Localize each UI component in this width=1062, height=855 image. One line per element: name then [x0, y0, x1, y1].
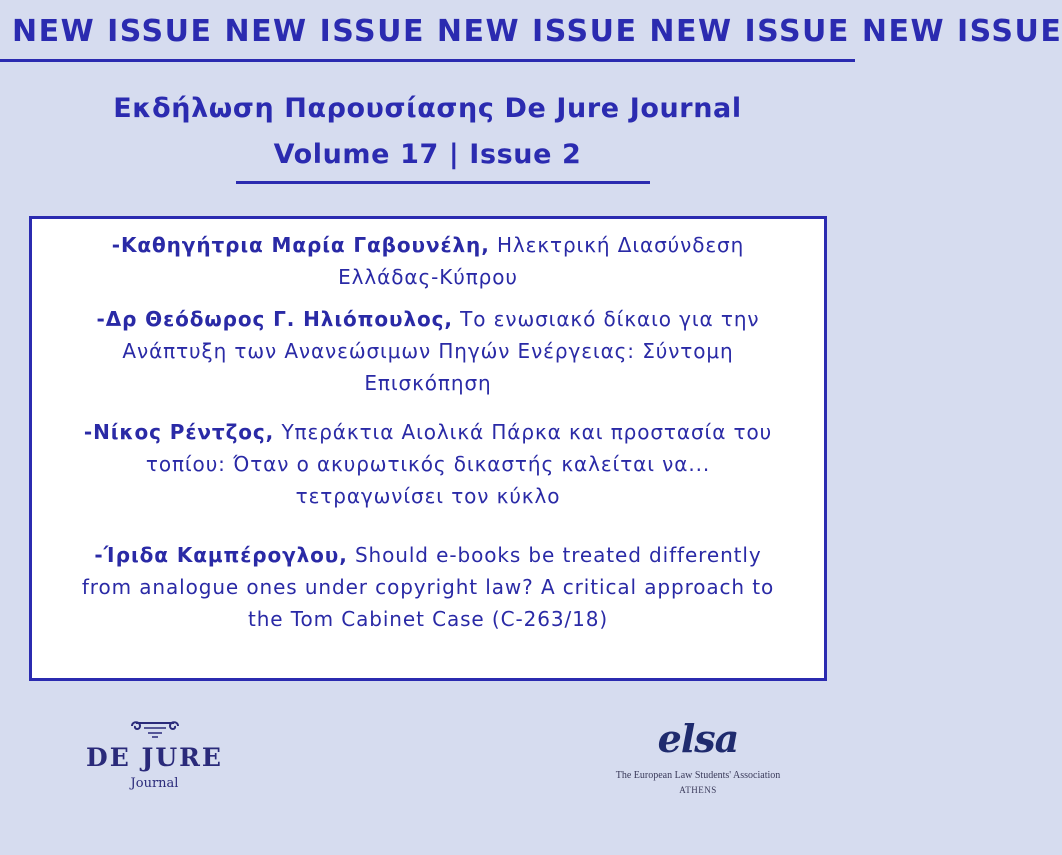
elsa-athens-logo: [598, 716, 798, 816]
talk-title-part: from analogue ones under copyright law? A critical approach to: [81, 575, 775, 599]
elsa-full-name: The European Law Students' Association: [615, 770, 781, 781]
talk-title-part: Υπεράκτια Αιολικά Πάρκα και προστασία του: [274, 420, 773, 444]
speaker-name: -Ίριδα Καμπέρογλου,: [94, 543, 348, 567]
talk-title-part: Should e-books be treated differently: [347, 543, 762, 567]
new-issue-banner: [0, 0, 1062, 62]
talk-title-part: the Tom Cabinet Case (C-263/18): [247, 607, 609, 631]
presentation-item: [32, 539, 824, 635]
talk-title-part: Ελλάδας-Κύπρου: [338, 265, 518, 289]
speaker-name: -Νίκος Ρέντζος,: [83, 420, 275, 444]
speaker-name: -Καθηγήτρια Μαρία Γαβουνέλη,: [111, 233, 490, 257]
heading-divider: [236, 181, 650, 184]
event-title: Εκδήλωση Παρουσίασης De Jure Journal: [113, 93, 742, 124]
talk-title-part: Ηλεκτρική Διασύνδεση: [489, 233, 745, 257]
talk-title-part: Το ενωσιακό δίκαιο για την: [452, 307, 760, 331]
issue-label: Volume 17 | Issue 2: [273, 139, 582, 170]
de-jure-journal-logo: [82, 720, 227, 810]
presentation-item: [32, 416, 824, 512]
new-issue-banner-text: NEW ISSUE NEW ISSUE NEW ISSUE NEW ISSUE NEW ISSUE: [12, 14, 1062, 49]
de-jure-wordmark: DE JURE: [86, 743, 223, 772]
journal-label: Journal: [130, 776, 179, 791]
banner-divider: [0, 59, 855, 62]
talk-title-part: τοπίου: Όταν ο ακυρωτικός δικαστής καλείται να...: [145, 452, 711, 476]
talk-title-part: Ανάπτυξη των Ανανεώσιμων Πηγών Ενέργειας: Σύντομη: [122, 339, 734, 363]
column-capital-icon: [128, 720, 182, 742]
talk-title-part: τετραγωνίσει τον κύκλο: [295, 484, 561, 508]
elsa-city: ATHENS: [679, 785, 717, 795]
presentations-panel: [29, 216, 827, 681]
event-heading: [0, 86, 855, 178]
presentation-item: [32, 229, 824, 293]
elsa-wordmark: elsa: [657, 716, 739, 761]
talk-title-part: Επισκόπηση: [364, 371, 492, 395]
speaker-name: -Δρ Θεόδωρος Γ. Ηλιόπουλος,: [96, 307, 453, 331]
presentation-item: [32, 303, 824, 399]
